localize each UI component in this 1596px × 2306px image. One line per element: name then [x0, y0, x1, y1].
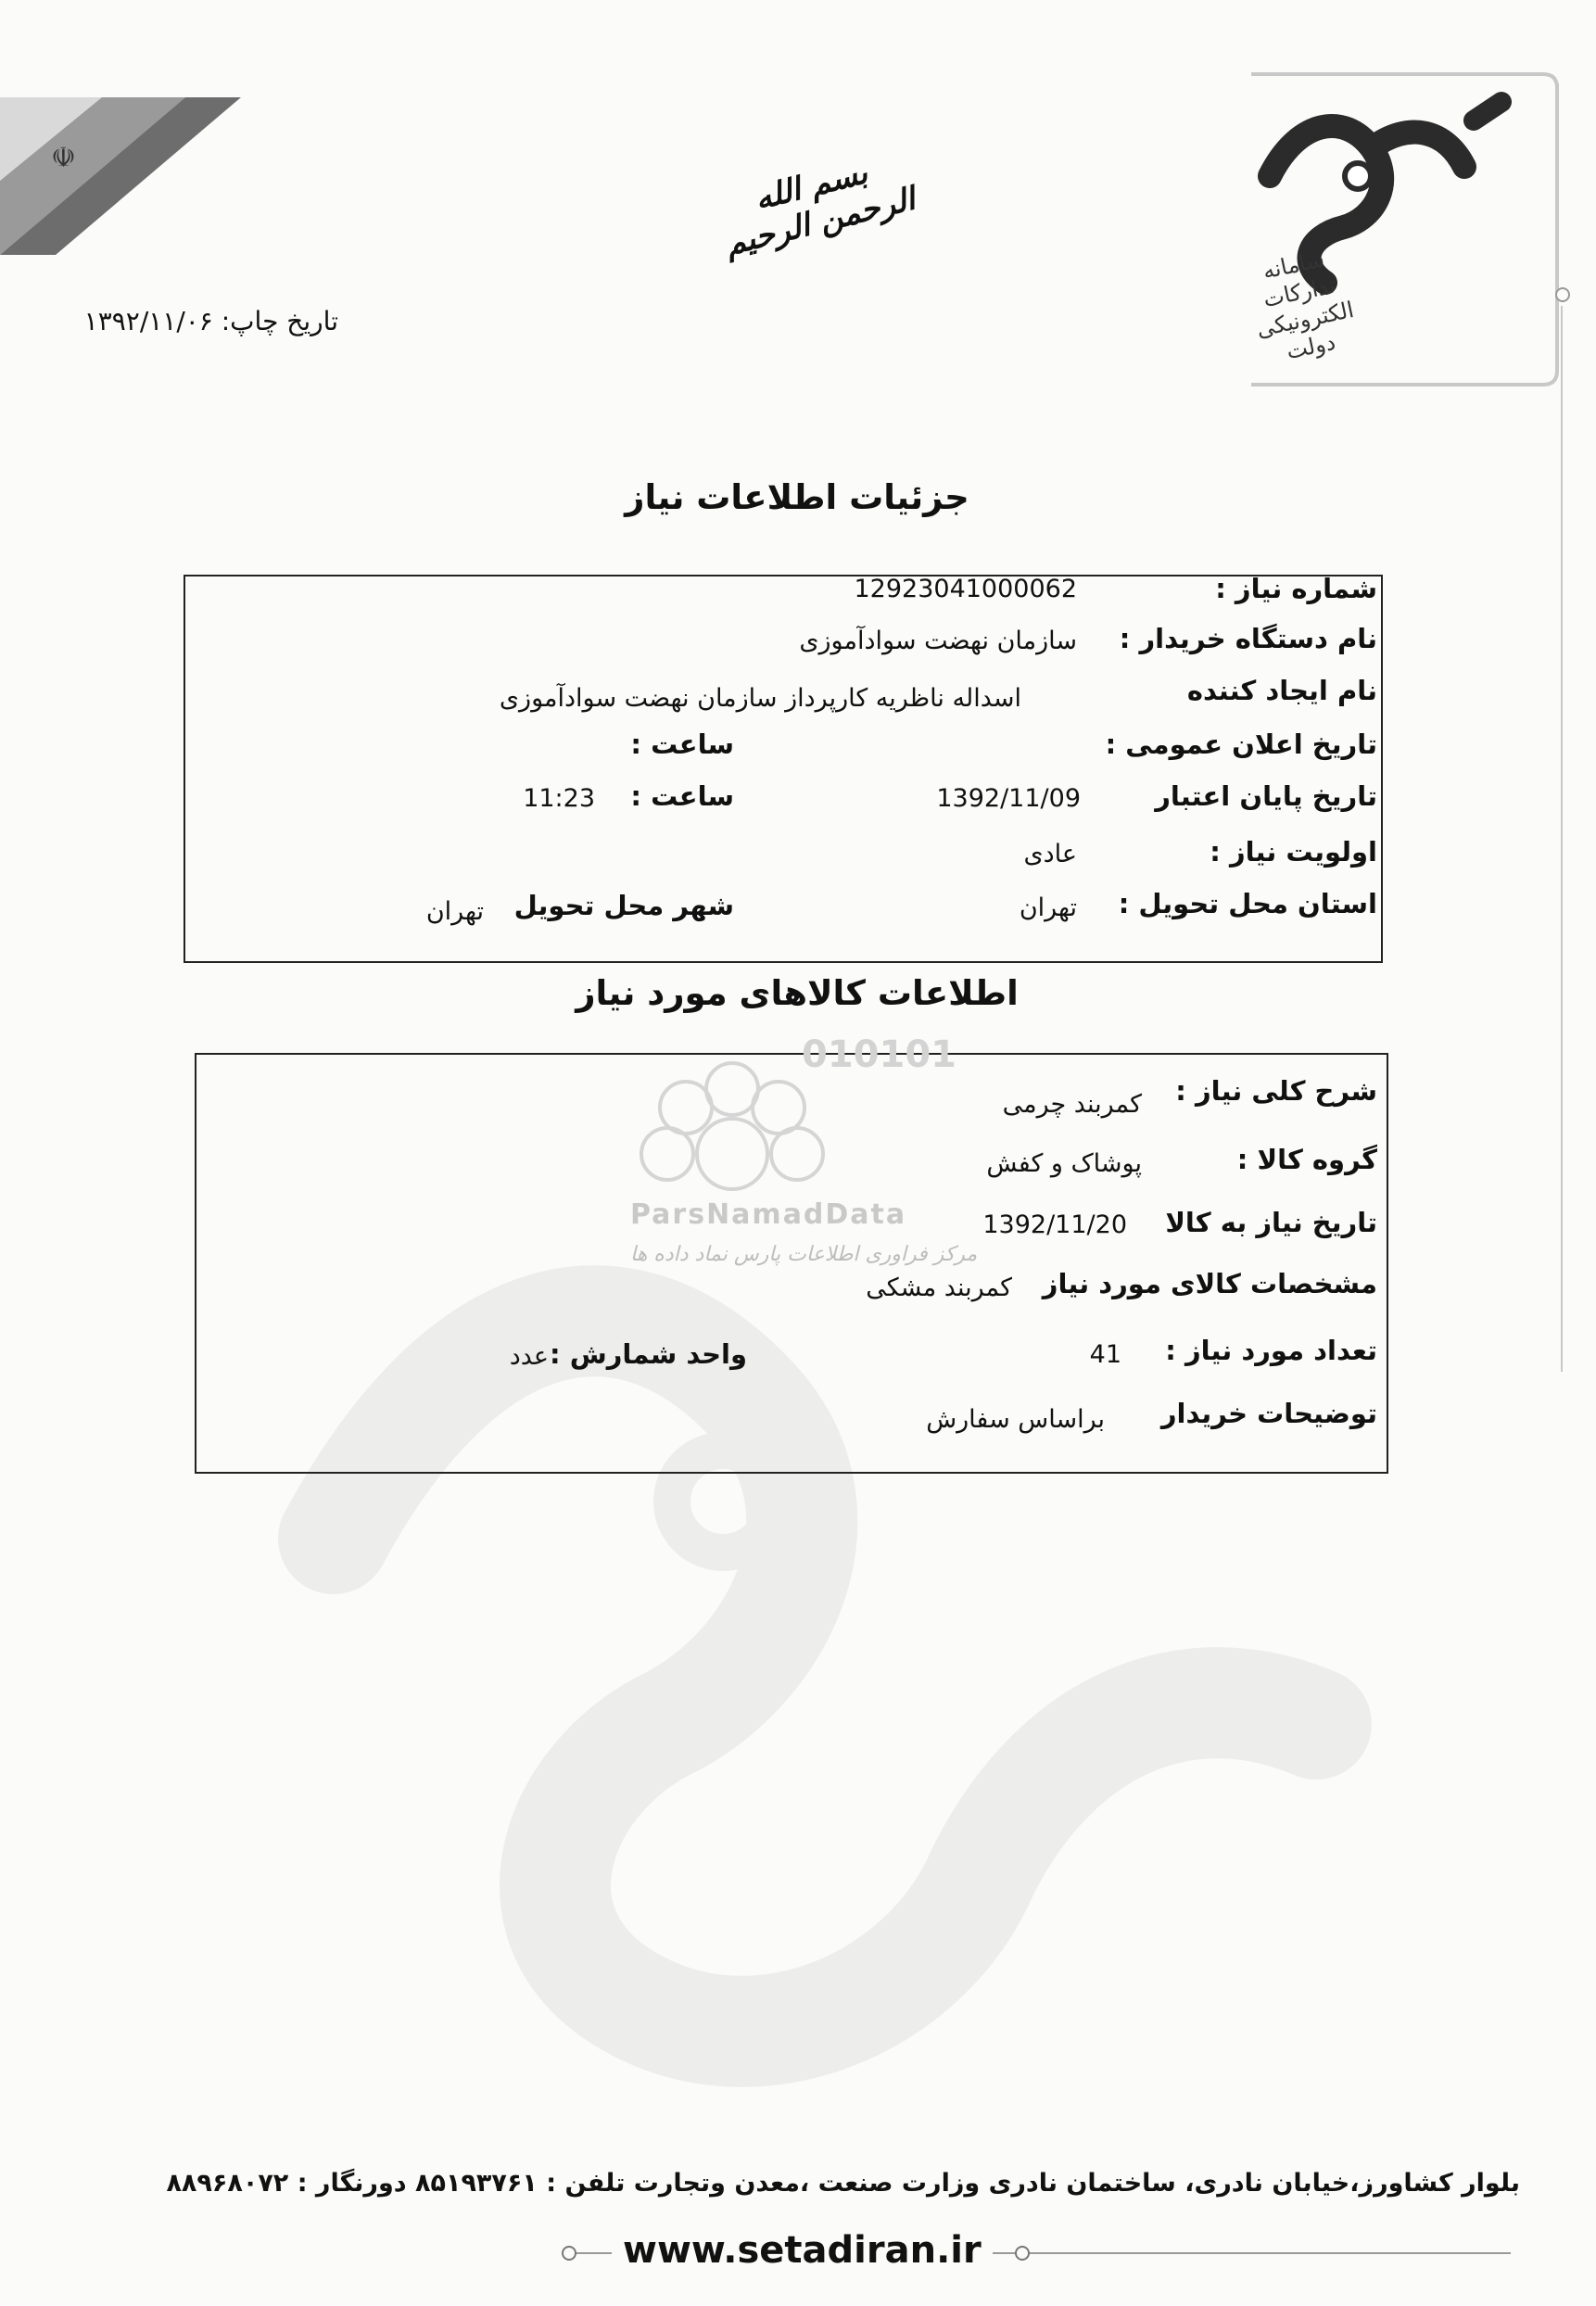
city-label: شهر محل تحویل — [513, 890, 734, 921]
parsnamad-digits: 010101 — [802, 1033, 956, 1076]
need-date-value: 1392/11/20 — [982, 1210, 1127, 1239]
priority-label: اولویت نیاز : — [1210, 836, 1377, 868]
page-frame-line — [1561, 306, 1563, 1372]
setad-logo-caption: سامانه تدارکات الکترونیکی دولت — [1254, 246, 1357, 365]
province-label: استان محل تحویل : — [1118, 888, 1377, 919]
qty-label: تعداد مورد نیاز : — [1165, 1335, 1377, 1366]
city-value: تهران — [425, 897, 484, 926]
footer-dot-right — [1015, 2246, 1030, 2261]
expiry-label: تاریخ پایان اعتبار — [1155, 780, 1377, 812]
notes-label: توضیحات خریدار — [1160, 1398, 1377, 1429]
parsnamad-watermark — [612, 1033, 1001, 1302]
buyer-value: سازمان نهضت سوادآموزی — [799, 627, 1077, 655]
spec-label: مشخصات کالای مورد نیاز — [1042, 1268, 1377, 1299]
setad-logo-icon — [1196, 65, 1566, 399]
footer-address: بلوار کشاورز،خیابان نادری، ساختمان نادری وزارت صنعت ،معدن وتجارت تلفن : ۸۵۱۹۳۷۶۱ دورنگار : ۸۸۹۶۸۰۷۲ — [166, 2169, 1520, 2198]
creator-label: نام ایجاد کننده — [1186, 675, 1377, 706]
expiry-value: 1392/11/09 — [936, 784, 1081, 813]
announce-time-label: ساعت : — [630, 729, 734, 760]
creator-value: اسداله ناظریه کارپرداز سازمان نهضت سوادآموزی — [499, 684, 1021, 713]
province-value: تهران — [1019, 893, 1077, 922]
notes-value: براساس سفارش — [926, 1405, 1105, 1434]
section2-title: اطلاعات کالاهای مورد نیاز — [576, 973, 1019, 1013]
basmala — [704, 154, 927, 264]
expiry-time-value: 11:23 — [523, 784, 595, 813]
setad-logo — [1196, 65, 1566, 399]
print-date-value: ۱۳۹۲/۱۱/۰۶ — [83, 306, 213, 336]
iran-flag-icon — [0, 97, 241, 255]
unit-value: عدد — [509, 1342, 549, 1371]
desc-value: کمربند چرمی — [1002, 1090, 1142, 1119]
qty-value: 41 — [1089, 1340, 1121, 1369]
expiry-time-label: ساعت : — [630, 780, 734, 812]
footer-dot-left — [562, 2246, 576, 2261]
print-date-label: تاریخ چاپ: — [221, 306, 338, 336]
svg-text:☫: ☫ — [51, 142, 76, 174]
desc-label: شرح کلی نیاز : — [1175, 1075, 1377, 1107]
group-label: گروه کالا : — [1236, 1144, 1377, 1175]
group-value: پوشاک و کفش — [986, 1149, 1142, 1178]
section1-title: جزئیات اطلاعات نیاز — [625, 477, 969, 517]
need-number-value: 12923041000062 — [854, 575, 1077, 603]
need-date-label: تاریخ نیاز به کالا — [1165, 1207, 1377, 1238]
parsnamad-name: ParsNamadData — [630, 1198, 907, 1231]
spec-value: کمربند مشکی — [866, 1273, 1012, 1302]
priority-value: عادی — [1023, 840, 1077, 868]
basmala-text: بسم الله الرحمن الرحیم — [721, 154, 919, 264]
print-date — [84, 306, 338, 336]
need-number-label: شماره نیاز : — [1215, 573, 1377, 604]
page-frame-dot — [1555, 287, 1570, 302]
announce-label: تاریخ اعلان عمومی : — [1105, 729, 1377, 760]
unit-label: واحد شمارش : — [550, 1338, 747, 1370]
buyer-label: نام دستگاه خریدار : — [1119, 623, 1377, 654]
website-link[interactable]: www.setadiran.ir — [612, 2229, 993, 2272]
parsnamad-tagline: مرکز فراوری اطلاعات پارس نماد داده ها — [630, 1243, 978, 1266]
